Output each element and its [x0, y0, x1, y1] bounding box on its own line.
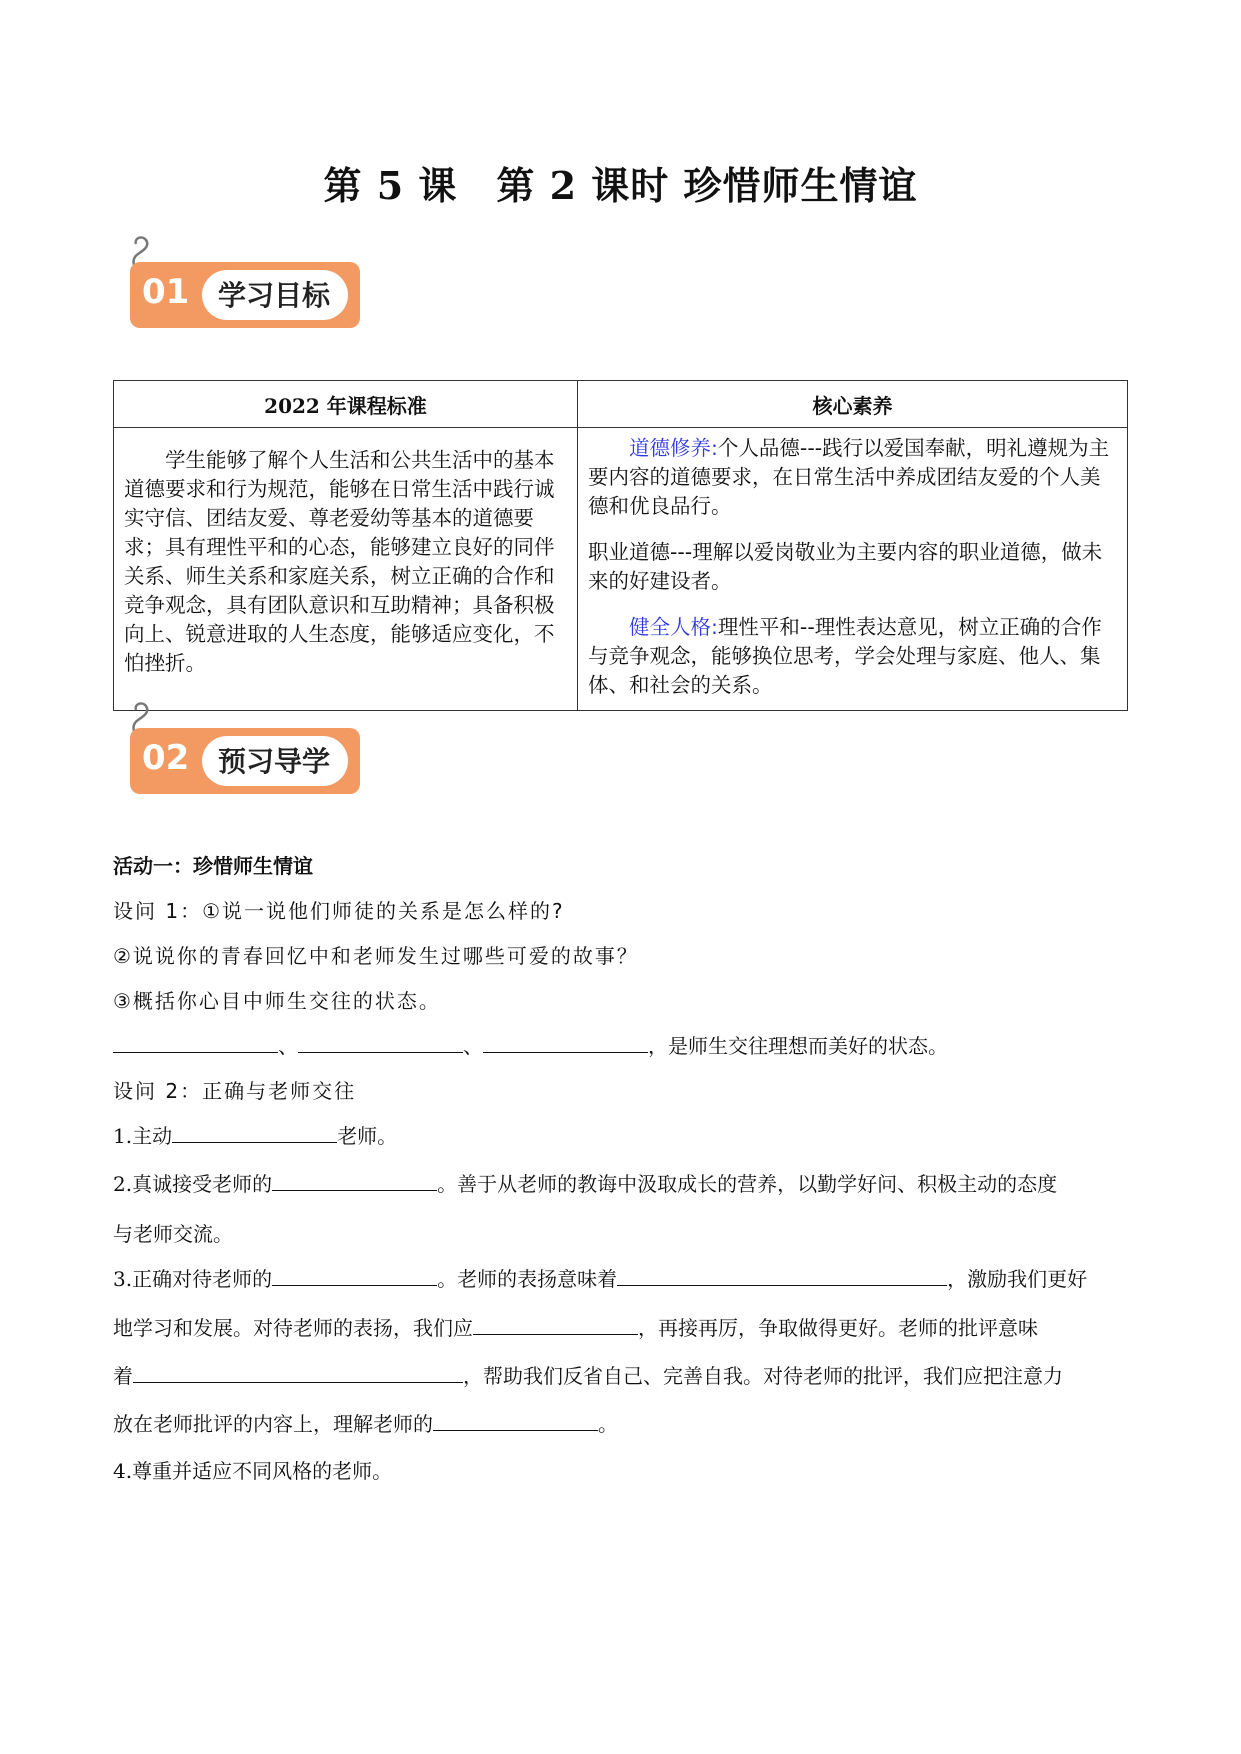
table-header-row	[114, 381, 1128, 428]
page-title: 第 5 课 第 2 课时 珍惜师生情谊	[323, 163, 918, 208]
literacy-item-personality	[588, 613, 1117, 700]
item-3-line3	[113, 1360, 1063, 1389]
table-row	[114, 428, 1128, 711]
item-text: 。	[598, 1412, 618, 1436]
section-label: 预习导学	[218, 745, 331, 778]
section-label: 学习目标	[218, 279, 331, 312]
item-text: 老师。	[337, 1124, 398, 1148]
section-number: 02	[142, 738, 190, 778]
question-2: 设问 2：正确与老师交往	[113, 1079, 357, 1103]
item-text: ，再接再厉，争取做得更好。老师的批评意味	[638, 1316, 1038, 1340]
blank-field[interactable]	[298, 1034, 463, 1053]
fill-line-states	[113, 1030, 948, 1059]
blank-field[interactable]	[433, 1412, 598, 1431]
item-4: 4.尊重并适应不同风格的老师。	[113, 1459, 393, 1483]
activity-heading: 活动一：珍惜师生情谊	[113, 854, 313, 878]
blank-field[interactable]	[473, 1316, 638, 1335]
literacy-text: 个人品德---践行以爱国奉献，明礼遵规为主要内容的道德要求，在日常生活中养成团结友爱的个人美德和优良品行。	[588, 436, 1110, 518]
item-text: ，帮助我们反省自己、完善自我。对待老师的批评，我们应把注意力	[463, 1364, 1063, 1388]
item-text: 地学习和发展。对待老师的表扬，我们应	[113, 1316, 473, 1340]
item-2-cont: 与老师交流。	[113, 1222, 233, 1246]
question-1: 设问 1：①说一说他们师徒的关系是怎么样的?	[113, 899, 565, 923]
blank-field[interactable]	[483, 1034, 648, 1053]
objectives-table	[113, 380, 1128, 711]
blank-field[interactable]	[133, 1364, 463, 1383]
blank-field[interactable]	[172, 1124, 337, 1143]
question-1c: ③概括你心目中师生交往的状态。	[113, 989, 441, 1013]
literacy-label: 道德修养:	[629, 436, 718, 460]
item-text: 放在老师批评的内容上，理解老师的	[113, 1412, 433, 1436]
blank-field[interactable]	[272, 1172, 437, 1191]
blank-field[interactable]	[617, 1267, 947, 1286]
fill-tail: ，是师生交往理想而美好的状态。	[648, 1034, 948, 1058]
separator: 、	[278, 1034, 298, 1058]
section-number: 01	[142, 272, 190, 312]
table-header-literacy: 核心素养	[578, 381, 1128, 428]
item-text: 。善于从老师的教诲中汲取成长的营养，以勤学好问、积极主动的态度	[437, 1172, 1058, 1196]
literacy-cell	[578, 428, 1128, 711]
item-text: 3.正确对待老师的	[113, 1267, 273, 1291]
item-3	[113, 1263, 1087, 1292]
item-3-line4	[113, 1408, 618, 1437]
item-text: 。老师的表扬意味着	[437, 1267, 618, 1291]
literacy-item-career	[588, 538, 1117, 596]
section-badge-01	[130, 262, 360, 328]
literacy-label: 健全人格:	[629, 615, 718, 639]
blank-field[interactable]	[272, 1267, 437, 1286]
item-text: 着	[113, 1364, 133, 1388]
standard-cell	[114, 428, 578, 711]
standard-text: 学生能够了解个人生活和公共生活中的基本道德要求和行为规范，能够在日常生活中践行诚实守信、团结友爱、尊老爱幼等基本的道德要求；具有理性平和的心态，能够建立良好的同伴关系、师生关系和家庭关系，树立正确的合作和竞争观念，具有团队意识和互助精神；具备积极向上、锐意进取的人生态度，能够适应变化，不怕挫折。	[124, 448, 555, 675]
separator: 、	[463, 1034, 483, 1058]
item-2	[113, 1168, 1057, 1197]
item-1	[113, 1120, 397, 1149]
table-header-standard: 2022 年课程标准	[114, 381, 578, 428]
item-text: ，激励我们更好	[947, 1267, 1088, 1291]
item-text: 2.真诚接受老师的	[113, 1172, 273, 1196]
item-3-line2	[113, 1312, 1038, 1341]
item-text: 1.主动	[113, 1124, 173, 1148]
literacy-text: 理性平和--理性表达意见，树立正确的合作与竞争观念，能够换位思考，学会处理与家庭、他人、集体、和社会的关系。	[588, 615, 1102, 697]
literacy-item-moral	[588, 434, 1117, 521]
section-badge-02	[130, 728, 360, 794]
blank-field[interactable]	[113, 1034, 278, 1053]
literacy-text: 职业道德---理解以爱岗敬业为主要内容的职业道德，做未来的好建设者。	[588, 540, 1103, 593]
question-1b: ②说说你的青春回忆中和老师发生过哪些可爱的故事？	[113, 944, 639, 968]
